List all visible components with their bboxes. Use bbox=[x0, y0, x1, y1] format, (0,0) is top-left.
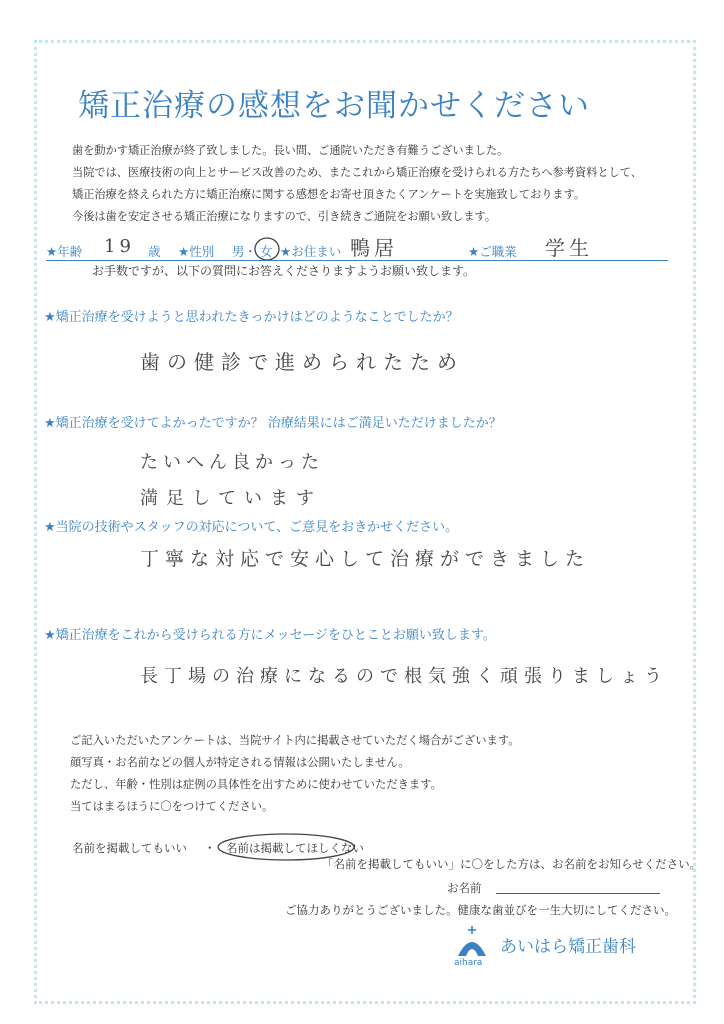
residence-label: ★お住まい bbox=[280, 244, 342, 259]
age-label: ★年齢 bbox=[46, 244, 83, 259]
intro-text bbox=[72, 140, 642, 228]
option-separator: ・ bbox=[204, 841, 216, 855]
answer-2-line-1: たいへん良かった bbox=[140, 452, 324, 473]
intro-line: 矯正治療を終えられた方に矯正治療に関する感想をお寄せ頂きたくアンケートを実施致しております。 bbox=[72, 188, 586, 201]
question-1: ★矯正治療を受けようと思われたきっかけはどのようなことでしたか？ bbox=[44, 310, 459, 325]
gender-female: 女 bbox=[260, 244, 273, 259]
gender-separator: ・ bbox=[244, 244, 257, 259]
clinic-logo-name: あいはら矯正歯科 bbox=[500, 937, 636, 957]
disclaimer-line: 顔写真・お名前などの個人が特定される情報は公開いたしません。 bbox=[70, 756, 410, 769]
answer-2-line-2: 満足しています bbox=[140, 488, 322, 509]
answer-1: 歯の健診で進められたため bbox=[140, 350, 464, 374]
question-2: ★矯正治療を受けてよかったですか？ 治療結果にはご満足いただけましたか？ bbox=[44, 416, 502, 431]
clinic-logo-icon bbox=[452, 924, 492, 960]
residence-value: 鴨居 bbox=[350, 236, 398, 260]
disclaimer bbox=[70, 730, 520, 818]
age-unit: 歳 bbox=[148, 244, 161, 259]
disclaimer-line: ただし、年齢・性別は症例の具体性を出すために使わせていただきます。 bbox=[70, 778, 442, 791]
intro-line: 今後は歯を安定させる矯正治療になりますので、引き続きご通院をお願い致します。 bbox=[72, 210, 497, 223]
disclaimer-line: 当てはまるほうに〇をつけてください。 bbox=[70, 800, 274, 813]
name-label: お名前 bbox=[447, 881, 482, 895]
name-request: 「名前を掲載してもいい」に〇をした方は、お名前をお知らせください。 bbox=[322, 857, 702, 871]
age-value: 19 bbox=[104, 236, 135, 257]
answer-4: 長丁場の治療になるので根気強く頑張りましょう bbox=[140, 666, 668, 687]
name-underline bbox=[496, 893, 660, 894]
question-3: ★当院の技術やスタッフの対応について、ご意見をおきかせください。 bbox=[44, 520, 459, 535]
clinic-logo-sub: aihara bbox=[454, 958, 483, 968]
gender-label: ★性別 bbox=[178, 244, 215, 259]
disclaimer-line: ご記入いただいたアンケートは、当院サイト内に掲載させていただく場合がございます。 bbox=[70, 734, 520, 747]
gender-male: 男 bbox=[232, 244, 245, 259]
answer-3: 丁寧な対応で安心して治療ができました bbox=[140, 548, 591, 570]
page-title: 矯正治療の感想をお聞かせください bbox=[78, 88, 590, 124]
intro-line: 歯を動かす矯正治療が終了致しました。長い間、ご通院いただき有難うございました。 bbox=[72, 144, 509, 157]
intro-line: 当院では、医療技術の向上とサービス改善のため、またこれから矯正治療を受けられる方たちへ参考資料として、 bbox=[72, 166, 642, 179]
instruction-note: お手数ですが、以下の質問にお答えくださりますようお願い致します。 bbox=[92, 264, 476, 278]
profile-underline bbox=[46, 260, 668, 261]
thanks-message: ご協力ありがとうございました。健康な歯並びを一生大切にしてください。 bbox=[285, 903, 676, 917]
occupation-label: ★ご職業 bbox=[468, 244, 517, 259]
option-no-publish-name: 名前は掲載してほしくない bbox=[226, 841, 364, 855]
question-4: ★矯正治療をこれから受けられる方にメッセージをひとことお願い致します。 bbox=[44, 628, 496, 643]
option-publish-name: 名前を掲載してもいい bbox=[72, 841, 187, 855]
occupation-value: 学生 bbox=[545, 236, 593, 260]
